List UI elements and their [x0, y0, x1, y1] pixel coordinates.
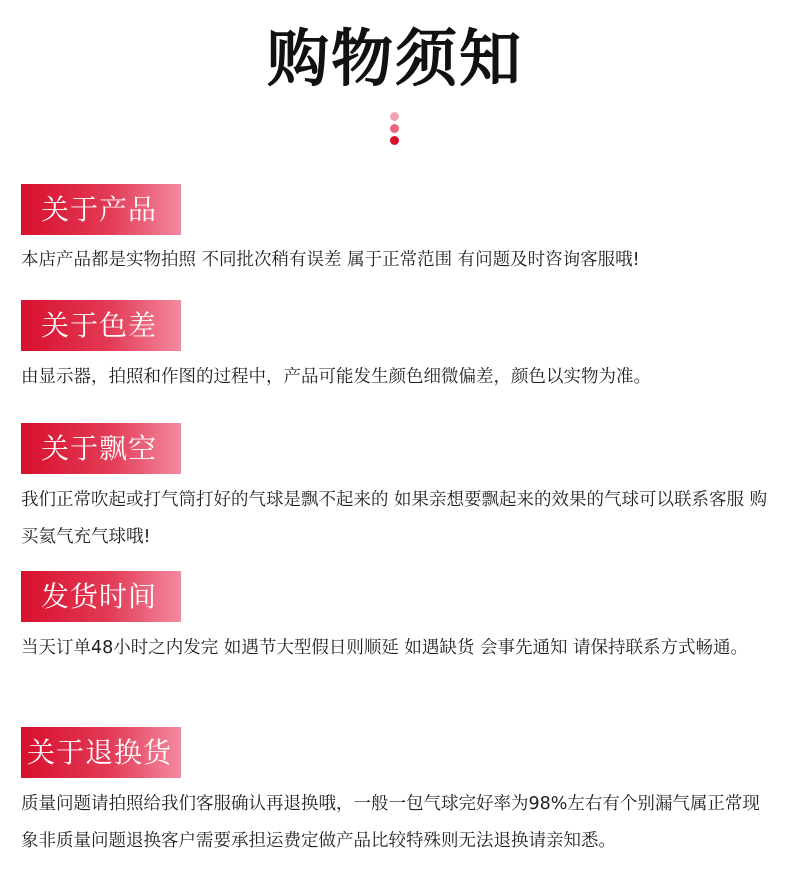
- dot-light: [390, 112, 399, 121]
- section-header-shipping-time: 发货时间: [21, 571, 181, 622]
- section-body-floating: 我们正常吹起或打气筒打好的气球是飘不起来的 如果亲想要飘起来的效果的气球可以联系客服 购买氦气充气球哦!: [21, 490, 768, 547]
- page-title: 购物须知: [266, 22, 523, 95]
- section-body-returns: 质量问题请拍照给我们客服确认再退换哦，一般一包气球完好率为98%左右有个别漏气属正常现象非质量问题退换客户需要承担运费定做产品比较特殊则无法退换请亲知悉。: [21, 794, 760, 851]
- section-body-shipping-time: 当天订单48小时之内发完 如遇节大型假日则顺延 如遇缺货 会事先通知 请保持联系方式畅通。: [21, 638, 749, 658]
- decorative-dots: [390, 112, 400, 148]
- section-body-color-difference: 由显示器，拍照和作图的过程中，产品可能发生颜色细微偏差，颜色以实物为准。: [21, 367, 651, 387]
- section-header-floating: 关于飘空: [21, 423, 181, 474]
- dot-dark: [390, 136, 399, 145]
- section-header-color-difference: 关于色差: [21, 300, 181, 351]
- section-body-product: 本店产品都是实物拍照 不同批次稍有误差 属于正常范围 有问题及时咨询客服哦!: [21, 250, 640, 270]
- dot-medium: [390, 124, 399, 133]
- section-header-returns: 关于退换货: [21, 727, 181, 778]
- section-header-product: 关于产品: [21, 184, 181, 235]
